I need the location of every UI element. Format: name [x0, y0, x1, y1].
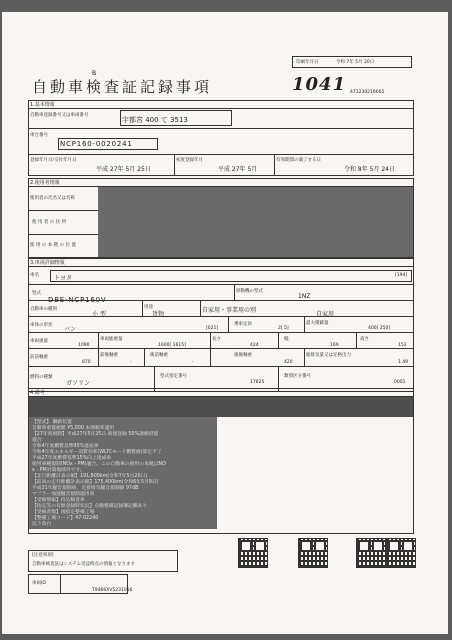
- remarks-line: 令和4年度エネルギー消費効率(WLTCモード燃費値)算定不了: [32, 450, 162, 455]
- displacement-value: 1.49: [398, 360, 409, 365]
- first-reg-label: 登録年月日/交付年月日: [30, 158, 77, 163]
- remarks-line: 令和4年度燃費基準95%達成車: [32, 444, 99, 449]
- remarks-text-block: [29, 417, 217, 529]
- fuel-label: 燃料の種類: [30, 375, 53, 380]
- height-label: 高さ: [360, 337, 369, 342]
- remarks-line: 【指定等の有無登録時状況】点検整備記録簿記載あり: [32, 504, 148, 509]
- remarks-line: 【型式】 鋼鉄装置: [32, 420, 72, 425]
- handwritten-number: 1041: [292, 74, 347, 95]
- redacted-remarks-top: [29, 397, 413, 417]
- section-1-heading: 1.基本情報: [30, 102, 55, 108]
- capacity-value: 2[ 5]: [278, 326, 289, 331]
- displacement-label: 総排気量又は定格出力: [306, 353, 351, 358]
- reg-label: 自動車登録番号又は車両番号: [30, 113, 89, 118]
- first-date-value: 平成 27年 5月: [218, 166, 258, 173]
- section-3-heading: 3.車両詳細情報: [30, 260, 65, 266]
- shape-value: バン: [64, 326, 77, 333]
- private-value: 自家用: [316, 311, 335, 318]
- name-code: [194]: [395, 273, 408, 278]
- section-2-heading: 2.使用者情報: [30, 180, 60, 186]
- weight-value: 1090: [78, 343, 90, 348]
- name-label: 車名: [30, 273, 39, 278]
- section-4-heading: 4.備考: [30, 390, 45, 396]
- rear-front-axle-value: -: [192, 360, 194, 365]
- document-number: 471230216665: [350, 90, 385, 95]
- gross-value: 1600[ 1615]: [158, 343, 186, 348]
- notice-title: [注意事項]: [32, 553, 54, 558]
- remarks-line: 使用車種規制(NOx・PM)適合。この自動車の使用の本拠はNO: [32, 462, 166, 467]
- expiry-value: 令和 8年 5月 24日: [344, 166, 395, 173]
- front-axle-value: 870: [82, 360, 91, 365]
- qr-code-4-icon: [386, 538, 416, 568]
- chassis-value: NCP160-0020241: [60, 140, 133, 148]
- issue-date-value: 令和 7年 5月 20日: [336, 60, 375, 65]
- remarks-line: 平成31年騒音規制車、近接排気騒音規制値 97dB: [32, 486, 139, 491]
- kind-value: 小 型: [92, 311, 106, 318]
- weight-label: 車両重量: [30, 339, 48, 344]
- chassis-label: 車台番号: [30, 133, 48, 138]
- redacted-user-info: [98, 187, 413, 257]
- remarks-line: 以下余白: [32, 522, 52, 527]
- remarks-line: 【受検情報】持込検査車: [32, 498, 85, 503]
- width-label: 幅: [284, 337, 289, 342]
- maxload-label: 最大積載量: [306, 321, 329, 326]
- notice-text: 自動車検査証はシステム受益時点の情報となります: [32, 562, 136, 567]
- first-date-label: 初度登録年月: [176, 158, 203, 163]
- remarks-line: 【受検者数】国指定整備工場: [32, 510, 95, 515]
- remarks-line: 自動車重量税額 ¥5,000 本則税率適用: [32, 426, 115, 431]
- expiry-label: 有効期間の満了する日: [276, 158, 321, 163]
- name-value: トヨタ: [54, 275, 73, 282]
- document-title: 自動車検査証記録事項: [32, 78, 213, 96]
- front-rear-axle-value: -: [130, 360, 132, 365]
- length-label: 長さ: [212, 337, 221, 342]
- issue-date-label: 印刷年月日: [296, 60, 319, 65]
- base-location-label: 使 用 の 本 拠 の 位 置: [30, 243, 77, 248]
- front-rear-axle-label: 前後軸重: [100, 353, 118, 358]
- remarks-line: 平成27年度燃費基準15%向上達成車: [32, 456, 112, 461]
- vehicle-id-label: 車両ID: [32, 581, 46, 586]
- engine-label: 原動機の型式: [236, 289, 263, 294]
- capacity-label: 乗車定員: [234, 322, 252, 327]
- vehicle-id-value: T9466XV5231056: [92, 588, 133, 593]
- type-number-label: 型式指定番号: [160, 374, 187, 379]
- document-page: [2, 12, 448, 634]
- remarks-line: マフラー加速騒音規制適用車: [32, 492, 95, 497]
- category-value: 0001: [394, 380, 406, 385]
- fuel-value: ガソリン: [66, 380, 91, 387]
- maxload-value: 400[ 250]: [368, 326, 391, 331]
- rear-rear-axle-label: 後後軸重: [234, 353, 252, 358]
- length-value: 424: [250, 343, 259, 348]
- rear-rear-axle-value: 420: [284, 360, 293, 365]
- shape-code: [021]: [206, 326, 219, 331]
- form-letter: B: [92, 70, 97, 77]
- width-value: 169: [330, 343, 339, 348]
- qr-code-2-icon: [298, 538, 328, 568]
- remarks-line: 適合: [32, 438, 42, 443]
- remarks-line: 【走行距離計表示値】191,800km(令和7年5月20日): [32, 474, 148, 479]
- reg-value: 宇都宮 400 て 3513: [122, 116, 188, 124]
- remarks-line: 【前回の走行距離計表示値】175,400km(令和6年5月9日): [32, 480, 159, 485]
- type-number-value: 17825: [250, 380, 265, 385]
- user-name-label: 使用者の氏名又は名称: [30, 196, 75, 201]
- private-label: 自家用・事業用の別: [202, 307, 257, 314]
- use-label: 用途: [144, 305, 153, 310]
- kind-label: 自動車の種別: [30, 307, 57, 312]
- rear-front-axle-label: 後前軸重: [150, 353, 168, 358]
- remarks-line: x・PM対策地域外です。: [32, 468, 85, 473]
- remarks-line: 【27年度税制】平成27年5月25日 新規登録 50%課税措置: [32, 432, 159, 437]
- category-label: 類別区分番号: [284, 374, 311, 379]
- gross-label: 車両総重量: [100, 337, 123, 342]
- model-label: 型式: [32, 291, 41, 296]
- user-address-label: 使 用 者 の 住 所: [32, 220, 67, 225]
- engine-value: 1NZ: [298, 293, 311, 300]
- qr-code-1-icon: [238, 538, 268, 568]
- model-value: DBE-NCP160V: [48, 296, 107, 304]
- use-value: 貨物: [152, 311, 165, 318]
- qr-code-3-icon: [356, 538, 386, 568]
- front-axle-label: 前前軸重: [30, 355, 48, 360]
- remarks-line: 【整備工場コード】47-02240: [32, 516, 99, 521]
- shape-label: 車体の形状: [30, 323, 53, 328]
- first-reg-value: 平成 27年 5月 25日: [96, 166, 151, 173]
- height-value: 152: [398, 343, 407, 348]
